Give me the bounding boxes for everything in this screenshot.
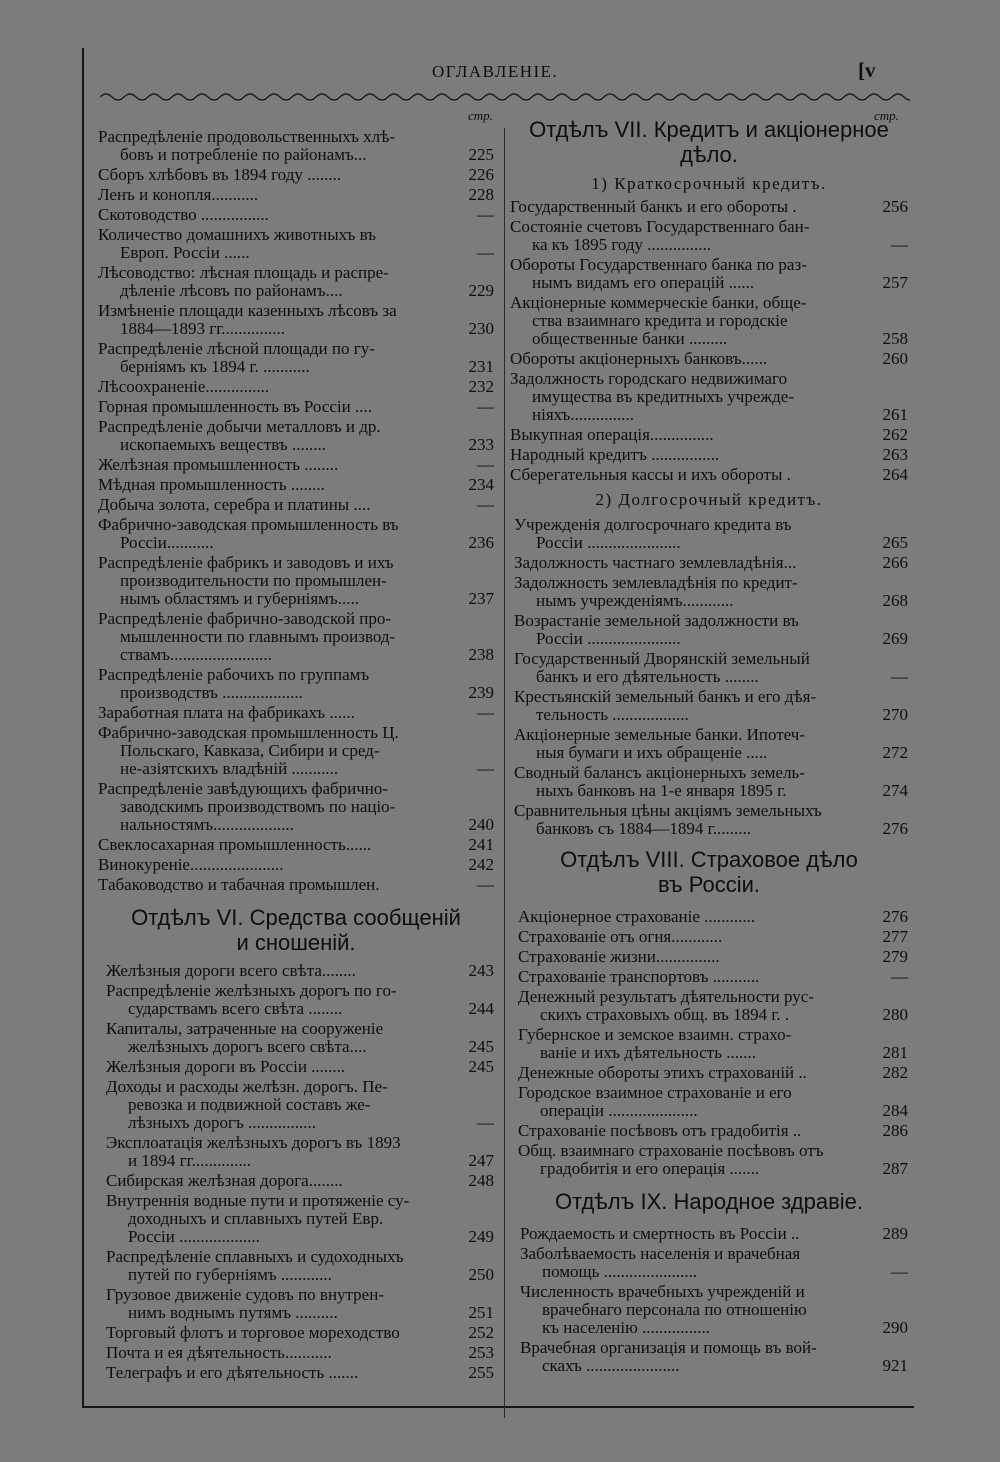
toc-entry xyxy=(514,688,908,724)
toc-entry-text: путей по губерніямъ ............ xyxy=(128,1266,332,1284)
toc-entry-text: Сборъ хлѣбовъ въ 1894 году ........ xyxy=(98,166,342,184)
toc-entry xyxy=(510,350,908,368)
toc-entry-page: 257 xyxy=(882,273,908,292)
toc-entry xyxy=(510,446,908,464)
toc-entry-text: Европ. Россіи ...... xyxy=(120,244,250,262)
toc-entry-page: 280 xyxy=(882,1005,908,1024)
toc-entry-text: Капиталы, затраченные на сооруженіе xyxy=(106,1020,384,1038)
toc-entry-text: Государственный банкъ и его обороты . xyxy=(510,198,797,216)
toc-entry-page: 253 xyxy=(468,1343,494,1362)
toc-entry-text: Россіи ...................... xyxy=(536,534,681,552)
column-divider xyxy=(504,128,505,1418)
toc-entry-text: Измѣненіе площади казенныхъ лѣсовъ за xyxy=(98,302,397,320)
toc-entry-page: 247 xyxy=(468,1151,494,1170)
toc-entry-text: 1884—1893 гг............... xyxy=(120,320,286,338)
toc-entry xyxy=(106,1134,494,1170)
toc-entry-text: Сравнительныя цѣны акціямъ земельныхъ xyxy=(514,802,822,820)
toc-entry-page: 289 xyxy=(882,1224,908,1243)
toc-entry-page: 244 xyxy=(468,999,494,1018)
toc-entry-text: производительности по промышлен- xyxy=(120,572,387,590)
toc-entry xyxy=(510,256,908,292)
subsection-short-term: 1) Краткосрочный кредитъ. xyxy=(591,174,827,193)
toc-entry-text: Фабрично-заводская промышленность въ xyxy=(98,516,399,534)
toc-entry xyxy=(510,198,908,216)
toc-entry-text: доходныхъ и сплавныхъ путей Евр. xyxy=(128,1210,384,1228)
toc-entry xyxy=(98,226,494,262)
toc-entry-text: мышленности по главнымъ производ- xyxy=(120,628,396,646)
toc-entry xyxy=(98,610,494,664)
toc-entry-page: — xyxy=(477,495,494,514)
toc-entry xyxy=(106,1192,494,1246)
toc-entry-text: Денежный результатъ дѣятельности рус- xyxy=(518,988,815,1006)
toc-entry-page: 240 xyxy=(468,815,494,834)
toc-entry-page: — xyxy=(477,243,494,262)
toc-entry-text: Распредѣленіе завѣдующихъ фабрично- xyxy=(98,780,389,798)
section-vi-title-line2: и сношеній. xyxy=(236,930,356,955)
toc-entry-text: Государственный Дворянскій земельный xyxy=(514,650,810,668)
toc-entry-text: Распредѣленіе рабочихъ по группамъ xyxy=(98,666,370,684)
toc-entry-text: Распредѣленіе фабрикъ и заводовъ и ихъ xyxy=(98,554,394,572)
toc-entry-text: операціи ..................... xyxy=(540,1102,698,1120)
toc-entry xyxy=(98,554,494,608)
toc-entry-page: 234 xyxy=(468,475,494,494)
toc-entry-text: Страхованіе отъ огня............ xyxy=(518,928,723,946)
toc-entry-text: Численность врачебныхъ учрежденій и xyxy=(520,1283,805,1301)
toc-entry-text: Добыча золота, серебра и платины .... xyxy=(98,496,371,514)
toc-entry xyxy=(98,516,494,552)
toc-entry-page: 272 xyxy=(882,743,908,762)
toc-entry-text: ка къ 1895 году ............... xyxy=(532,236,712,254)
toc-entry xyxy=(520,1225,908,1243)
toc-entry xyxy=(520,1245,908,1281)
toc-entry xyxy=(98,456,494,474)
toc-entry-text: Распредѣленіе лѣсной площади по гу- xyxy=(98,340,375,358)
toc-entry-text: Общ. взаимнаго страхованіе посѣвовъ отъ xyxy=(518,1142,824,1160)
toc-entry xyxy=(106,1248,494,1284)
toc-entry-page: 269 xyxy=(882,629,908,648)
toc-entry-page: 258 xyxy=(882,329,908,348)
toc-entry-text: Телеграфъ и его дѣятельность ....... xyxy=(106,1364,359,1382)
toc-entry-text: Выкупная операція............... xyxy=(510,426,714,444)
toc-entry-text: Распредѣленіе сплавныхъ и судоходныхъ xyxy=(106,1248,404,1266)
toc-entry-text: Желѣзныя дороги въ Россіи ........ xyxy=(106,1058,346,1076)
toc-entry xyxy=(106,1078,494,1132)
toc-entry-text: Сберегательныя кассы и ихъ обороты . xyxy=(510,466,791,484)
toc-entry-page: — xyxy=(891,967,908,986)
toc-entry-text: Страхованіе транспортовъ ........... xyxy=(518,968,760,986)
toc-entry xyxy=(510,294,908,348)
toc-entry-text: Польскаго, Кавказа, Сибири и сред- xyxy=(120,742,380,760)
toc-entry-text: Заболѣваемость населенія и врачебная xyxy=(520,1245,801,1263)
toc-entry-text: Желѣзная промышленность ........ xyxy=(98,456,339,474)
toc-entry-page: 284 xyxy=(882,1101,908,1120)
toc-entry xyxy=(106,962,494,980)
toc-entry-page: 287 xyxy=(882,1159,908,1178)
toc-entry-text: Эксплоатація желѣзныхъ дорогъ въ 1893 xyxy=(106,1134,401,1152)
toc-entry-page: 276 xyxy=(882,907,908,926)
toc-entry xyxy=(98,418,494,454)
toc-entry-text: Акціонерное страхованіе ............ xyxy=(518,908,756,926)
toc-entry-text: скахъ ...................... xyxy=(542,1357,680,1375)
toc-entry xyxy=(518,908,908,926)
toc-entry xyxy=(98,302,494,338)
toc-entry-text: Грузовое движеніе судовъ по внутрен- xyxy=(106,1286,384,1304)
toc-entry xyxy=(106,1344,494,1362)
toc-entry-page: 230 xyxy=(468,319,494,338)
toc-entry-page: 238 xyxy=(468,645,494,664)
toc-entry-text: лѣзныхъ дорогъ ................ xyxy=(128,1114,317,1132)
toc-entry xyxy=(514,574,908,610)
toc-entry-page: 239 xyxy=(468,683,494,702)
toc-entry-text: сударствамъ всего свѣта ........ xyxy=(128,1000,343,1018)
toc-entry-text: Крестьянскій земельный банкъ и его дѣя- xyxy=(514,688,817,706)
toc-entry-page: 226 xyxy=(468,165,494,184)
toc-entry-text: Задолжность землевладѣнія по кредит- xyxy=(514,574,798,592)
toc-entry-text: нымъ учрежденіямъ............ xyxy=(536,592,734,610)
toc-entry-page: — xyxy=(477,205,494,224)
toc-entry-page: — xyxy=(477,759,494,778)
toc-entry-text: Сводный балансъ акціонерныхъ земель- xyxy=(514,764,805,782)
toc-entry-text: Лѣсоводство: лѣсная площадь и распре- xyxy=(98,264,389,282)
toc-entry xyxy=(106,1324,494,1342)
stp-label-right: стр. xyxy=(874,108,899,123)
toc-entry xyxy=(98,476,494,494)
toc-entry-page: 251 xyxy=(468,1303,494,1322)
toc-entry-text: Заработная плата на фабрикахъ ...... xyxy=(98,704,355,722)
toc-entry-text: скихъ страховыхъ общ. въ 1894 г. . xyxy=(540,1006,790,1024)
page-title: ОГЛАВЛЕНІЕ. xyxy=(432,62,559,81)
toc-entry-text: Внутреннія водные пути и протяженіе су- xyxy=(106,1192,410,1210)
toc-entry-page: 268 xyxy=(882,591,908,610)
toc-entry xyxy=(98,186,494,204)
toc-entry-page: 260 xyxy=(882,349,908,368)
toc-entry-text: ныя бумаги и ихъ обращеніе ..... xyxy=(536,744,768,762)
toc-entry xyxy=(98,724,494,778)
toc-entry xyxy=(510,370,908,424)
toc-entry-page: 276 xyxy=(882,819,908,838)
toc-entry xyxy=(106,1286,494,1322)
toc-entry-text: банкъ и его дѣятельность ........ xyxy=(536,668,759,686)
toc-entry-text: ископаемыхъ веществъ ........ xyxy=(120,436,326,454)
toc-entry-text: Почта и ея дѣятельность........... xyxy=(106,1344,332,1362)
toc-entry xyxy=(106,1364,494,1382)
toc-entry-text: ства взаимнаго кредита и городскіе xyxy=(532,312,788,330)
toc-entry-text: Россіи........... xyxy=(120,534,214,552)
toc-entry xyxy=(98,666,494,702)
toc-entry-text: Распредѣленіе добычи металловъ и др. xyxy=(98,418,381,436)
section-viii-title-line2: въ Россіи. xyxy=(657,872,761,897)
toc-entry-text: общественные банки ......... xyxy=(532,330,728,348)
toc-entry xyxy=(98,340,494,376)
toc-entry xyxy=(98,206,494,224)
toc-entry-text: Распредѣленіе продовольственныхъ хлѣ- xyxy=(98,128,396,146)
toc-entry-text: нымъ областямъ и губерніямъ..... xyxy=(120,590,359,608)
toc-entry-text: желѣзныхъ дорогъ всего свѣта.... xyxy=(128,1038,367,1056)
page-frame-bottom xyxy=(82,1406,914,1408)
toc-entry xyxy=(98,704,494,722)
toc-entry-page: 277 xyxy=(882,927,908,946)
section-vii-title-line2: дѣло. xyxy=(680,142,738,167)
section-vi-title-line1: Отдѣлъ VI. Средства сообщеній xyxy=(131,905,461,930)
toc-entry-page: 256 xyxy=(882,197,908,216)
toc-entry-page: 225 xyxy=(468,145,494,164)
toc-entry-page: 255 xyxy=(468,1363,494,1382)
toc-entry-page: 282 xyxy=(882,1063,908,1082)
toc-entry xyxy=(98,128,494,164)
toc-entry-text: Желѣзныя дороги всего свѣта........ xyxy=(106,962,356,980)
toc-entry-page: 248 xyxy=(468,1171,494,1190)
toc-entry-text: тельность .................. xyxy=(536,706,689,724)
toc-entry-text: Торговый флотъ и торговое мореходство xyxy=(106,1324,400,1342)
toc-entry-text: Распредѣленіе фабрично-заводской про- xyxy=(98,610,391,628)
toc-entry xyxy=(98,398,494,416)
toc-entry xyxy=(98,876,494,894)
toc-entry-page: 243 xyxy=(468,961,494,980)
toc-entry-page: 245 xyxy=(468,1057,494,1076)
toc-entry-text: ревозка и подвижной составъ же- xyxy=(128,1096,371,1114)
toc-entry-text: Количество домашнихъ животныхъ въ xyxy=(98,226,376,244)
toc-entry-text: Свеклосахарная промышленность...... xyxy=(98,836,372,854)
toc-entry xyxy=(514,802,908,838)
toc-entry-text: Губернское и земское взаимн. страхо- xyxy=(518,1026,792,1044)
toc-entry-page: 290 xyxy=(882,1318,908,1337)
toc-entry xyxy=(98,836,494,854)
toc-entry xyxy=(106,1058,494,1076)
toc-entry-text: ніяхъ............... xyxy=(532,406,635,424)
toc-entry-text: Россіи ...................... xyxy=(536,630,681,648)
toc-entry-page: 237 xyxy=(468,589,494,608)
toc-entry-text: Обороты акціонерныхъ банковъ...... xyxy=(510,350,768,368)
toc-entry-text: производствъ ................... xyxy=(120,684,303,702)
toc-entry-page: 241 xyxy=(468,835,494,854)
toc-entry-text: градобитія и его операція ....... xyxy=(540,1160,760,1178)
toc-entry-page: 229 xyxy=(468,281,494,300)
wavy-rule xyxy=(100,90,910,104)
toc-entry-page: 274 xyxy=(882,781,908,800)
section-ix-title-line1: Отдѣлъ IX. Народное здравіе. xyxy=(555,1189,863,1214)
toc-entry-page: — xyxy=(891,235,908,254)
toc-entry-page: 265 xyxy=(882,533,908,552)
toc-entry-text: заводскимъ производствомъ по націо- xyxy=(120,798,396,816)
toc-entry-page: — xyxy=(477,1113,494,1132)
toc-entry xyxy=(106,1172,494,1190)
toc-entry-page: 250 xyxy=(468,1265,494,1284)
toc-entry-text: бовъ и потребленіе по районамъ... xyxy=(120,146,367,164)
toc-entry-text: Рождаемость и смертность въ Россіи .. xyxy=(520,1225,800,1243)
toc-entry-page: 233 xyxy=(468,435,494,454)
toc-entry-text: дѣленіе лѣсовъ по районамъ.... xyxy=(120,282,343,300)
toc-entry-text: Сибирская желѣзная дорога........ xyxy=(106,1172,343,1190)
toc-entry-text: врачебнаго персонала по отношенію xyxy=(542,1301,807,1319)
toc-entry-text: Табаководство и табачная промышлен. xyxy=(98,876,380,894)
toc-entry-text: Учрежденія долгосрочнаго кредита въ xyxy=(514,516,792,534)
toc-entry xyxy=(98,378,494,396)
toc-entry-page: 279 xyxy=(882,947,908,966)
toc-entry-text: нальностямъ................... xyxy=(120,816,294,834)
toc-entry-page: 281 xyxy=(882,1043,908,1062)
toc-entry xyxy=(510,466,908,484)
toc-entry xyxy=(98,780,494,834)
toc-entry xyxy=(514,650,908,686)
toc-entry-text: Скотоводство ................ xyxy=(98,206,269,224)
toc-entry-page: 228 xyxy=(468,185,494,204)
toc-entry-text: къ населенію ................ xyxy=(542,1319,711,1337)
toc-entry xyxy=(520,1283,908,1337)
toc-entry-page: 261 xyxy=(882,405,908,424)
toc-entry-page: 252 xyxy=(468,1323,494,1342)
toc-entry xyxy=(518,1026,908,1062)
toc-entry-text: Распредѣленіе желѣзныхъ дорогъ по го- xyxy=(106,982,397,1000)
toc-entry-page: 232 xyxy=(468,377,494,396)
toc-entry-page: 270 xyxy=(882,705,908,724)
toc-entry-page: 236 xyxy=(468,533,494,552)
toc-entry xyxy=(106,982,494,1018)
toc-entry-page: 245 xyxy=(468,1037,494,1056)
toc-entry-text: нымъ видамъ его операцій ...... xyxy=(532,274,755,292)
toc-entry-text: ныхъ банковъ на 1-е января 1895 г. xyxy=(536,782,787,800)
toc-entry xyxy=(510,218,908,254)
toc-entry xyxy=(520,1339,908,1375)
toc-entry-text: и 1894 гг.............. xyxy=(128,1152,252,1170)
toc-entry xyxy=(98,264,494,300)
toc-entry-text: ствамъ........................ xyxy=(120,646,272,664)
toc-entry-text: Ленъ и конопля........... xyxy=(98,186,259,204)
toc-entry-text: Городское взаимное страхованіе и его xyxy=(518,1084,792,1102)
toc-entry-text: Обороты Государственнаго банка по раз- xyxy=(510,256,807,274)
toc-entry-text: берніямъ къ 1894 г. ........... xyxy=(120,358,310,376)
toc-entry-text: банковъ съ 1884—1894 г......... xyxy=(536,820,751,838)
toc-entry-text: Народный кредитъ ................ xyxy=(510,446,720,464)
toc-entry-text: Горная промышленность въ Россіи .... xyxy=(98,398,372,416)
toc-entry-page: 262 xyxy=(882,425,908,444)
toc-entry xyxy=(518,1122,908,1140)
subsection-long-term: 2) Долгосрочный кредитъ. xyxy=(595,490,823,509)
toc-entry-text: Страхованіе посѣвовъ отъ градобитія .. xyxy=(518,1122,802,1140)
toc-entry xyxy=(518,948,908,966)
toc-entry xyxy=(98,856,494,874)
section-viii-title-line1: Отдѣлъ VIII. Страховое дѣло xyxy=(560,847,858,872)
toc-entry-text: помощь ...................... xyxy=(542,1263,698,1281)
toc-entry-page: — xyxy=(891,1262,908,1281)
toc-entry-text: Задолжность частнаго землевладѣнія... xyxy=(514,554,797,572)
toc-entry xyxy=(98,166,494,184)
toc-entry xyxy=(518,1064,908,1082)
toc-entry-text: Лѣсоохраненіе............... xyxy=(98,378,270,396)
toc-entry-text: Доходы и расходы желѣзн. дорогъ. Пе- xyxy=(106,1078,388,1096)
toc-entry xyxy=(518,968,908,986)
page-frame-left xyxy=(82,48,84,1408)
toc-entry-page: 231 xyxy=(468,357,494,376)
toc-entry-page: 286 xyxy=(882,1121,908,1140)
toc-entry-text: Задолжность городскаго недвижимаго xyxy=(510,370,788,388)
toc-entry-text: Акціонерные земельные банки. Ипотеч- xyxy=(514,726,805,744)
toc-entry-page: — xyxy=(477,703,494,722)
toc-entry-page: 263 xyxy=(882,445,908,464)
toc-entry-page: 242 xyxy=(468,855,494,874)
toc-entry xyxy=(514,554,908,572)
toc-entry-text: Возрастаніе земельной задолжности въ xyxy=(514,612,799,630)
toc-entry xyxy=(510,426,908,444)
toc-entry xyxy=(514,726,908,762)
section-vii-title-line1: Отдѣлъ VII. Кредитъ и акціонерное xyxy=(529,117,889,142)
toc-entry-text: ваніе и ихъ дѣятельность ....... xyxy=(540,1044,756,1062)
toc-entry-text: Страхованіе жизни............... xyxy=(518,948,720,966)
toc-entry-text: Акціонерные коммерческіе банки, обще- xyxy=(510,294,807,312)
toc-page xyxy=(82,48,914,1408)
toc-entry-text: Состояніе счетовъ Государственнаго бан- xyxy=(510,218,810,236)
toc-entry xyxy=(514,612,908,648)
toc-entry-page: — xyxy=(477,455,494,474)
toc-entry xyxy=(514,764,908,800)
toc-entry-text: Врачебная организація и помощь въ вой- xyxy=(520,1339,817,1357)
toc-entry-text: Фабрично-заводская промышленность Ц. xyxy=(98,724,399,742)
toc-entry-page: — xyxy=(477,397,494,416)
toc-entry-page: 266 xyxy=(882,553,908,572)
page-number: [v xyxy=(858,58,876,82)
toc-entry-page: — xyxy=(477,875,494,894)
toc-entry xyxy=(518,1084,908,1120)
toc-entry xyxy=(106,1020,494,1056)
toc-entry xyxy=(98,496,494,514)
toc-entry-text: Россіи ................... xyxy=(128,1228,260,1246)
toc-entry xyxy=(518,1142,908,1178)
toc-entry xyxy=(518,928,908,946)
toc-entry-page: 921 xyxy=(882,1356,908,1375)
toc-entry-page: — xyxy=(891,667,908,686)
toc-entry xyxy=(514,516,908,552)
toc-entry-text: нимъ воднымъ путямъ .......... xyxy=(128,1304,338,1322)
stp-label-left: стр. xyxy=(468,108,493,123)
toc-entry-text: имущества въ кредитныхъ учрежде- xyxy=(532,388,794,406)
toc-entry xyxy=(518,988,908,1024)
toc-entry-text: не-азіятскихъ владѣній ........... xyxy=(120,760,339,778)
toc-entry-text: Денежные обороты этихъ страхованій .. xyxy=(518,1064,807,1082)
toc-entry-page: 249 xyxy=(468,1227,494,1246)
toc-entry-page: 264 xyxy=(882,465,908,484)
toc-entry-text: Винокуреніе...................... xyxy=(98,856,284,874)
toc-entry-text: Мѣдная промышленность ........ xyxy=(98,476,325,494)
